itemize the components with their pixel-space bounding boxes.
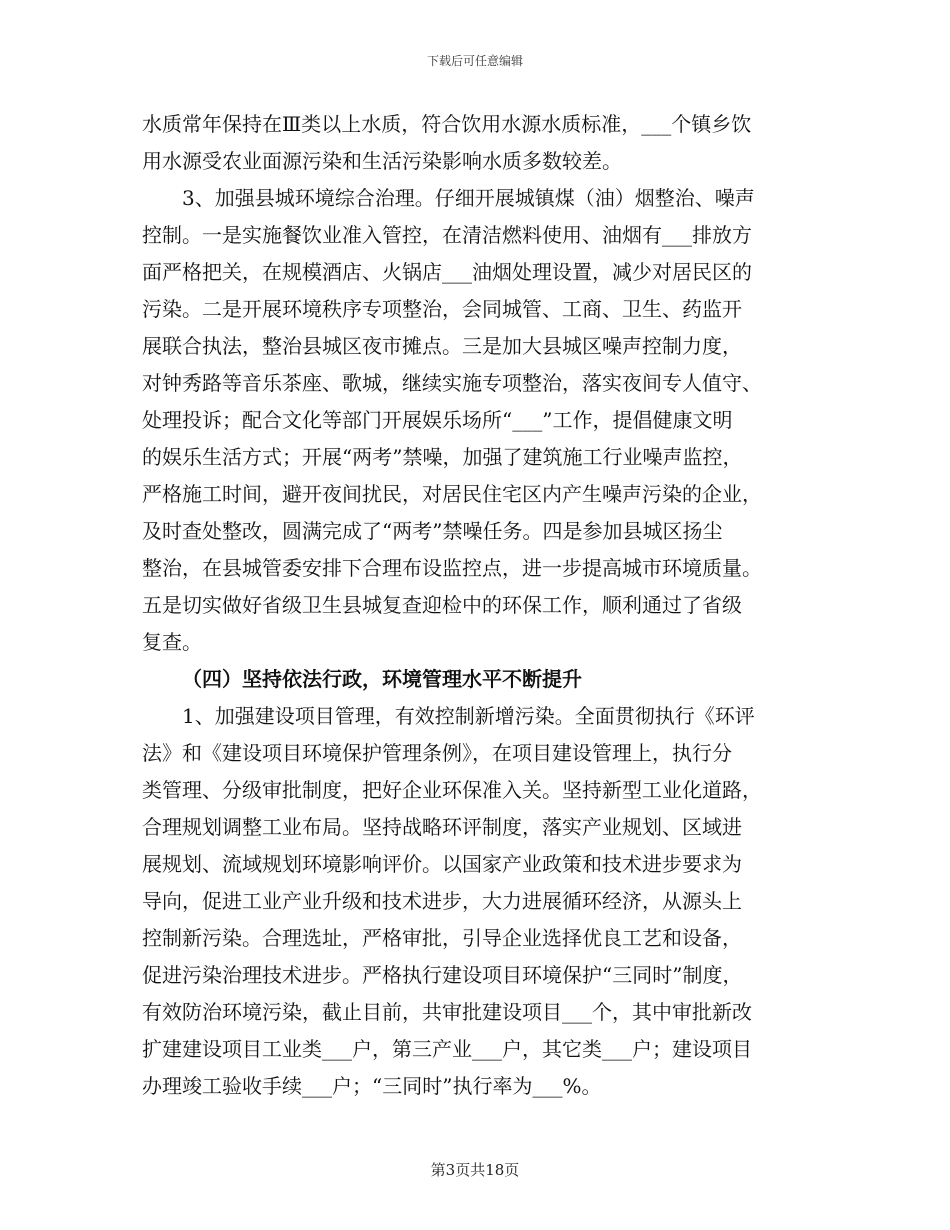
text-line: 3、加强县城环境综合治理。仔细开展城镇煤（油）烟整治、噪声 xyxy=(182,186,755,210)
text-line: 污染。二是开展环境秩序专项整治，会同城管、工商、卫生、药监开 xyxy=(142,297,742,321)
text-line: 及时查处整改，圆满完成了“两考”禁噪任务。四是参加县城区扬尘 xyxy=(142,519,723,543)
text-line: 五是切实做好省级卫生县城复查迎检中的环保工作，顺利通过了省级 xyxy=(142,593,742,617)
text-line: 的娱乐生活方式；开展“两考”禁噪，加强了建筑施工行业噪声监控， xyxy=(142,445,743,469)
text-line: 水质常年保持在Ⅲ类以上水质，符合饮用水源水质标准，___个镇乡饮 xyxy=(142,112,752,136)
text-line: 法》和《建设项目环境保护管理条例》，在项目建设管理上，执行分 xyxy=(142,741,732,765)
text-line: 处理投诉；配合文化等部门开展娱乐场所“___”工作，提倡健康文明 xyxy=(142,408,733,432)
text-line: 展规划、流域规划环境影响评价。以国家产业政策和技术进步要求为 xyxy=(142,852,742,876)
text-line: 1、加强建设项目管理，有效控制新增污染。全面贯彻执行《环评 xyxy=(182,704,755,728)
text-line: 合理规划调整工业布局。坚持战略环评制度，落实产业规划、区域进 xyxy=(142,815,742,839)
text-line: 促进污染治理技术进步。严格执行建设项目环境保护“三同时”制度， xyxy=(142,963,743,987)
text-line: 有效防治环境污染，截止目前，共审批建设项目___个，其中审批新改 xyxy=(142,1000,752,1024)
document-body xyxy=(142,106,810,1105)
page-header: 下载后可任意编辑 xyxy=(426,54,523,68)
text-line: 控制。一是实施餐饮业准入管控，在清洁燃料使用、油烟有___排放方 xyxy=(142,223,752,247)
text-line: 导向，促进工业产业升级和技术进步，大力进展循环经济，从源头上 xyxy=(142,889,742,913)
text-line: 扩建建设项目工业类___户，第三产业___户，其它类___户；建设项目 xyxy=(142,1037,752,1061)
text-line: 控制新污染。合理选址，严格审批，引导企业选择优良工艺和设备， xyxy=(142,926,742,950)
page-footer: 第3页共18页 xyxy=(430,1161,520,1179)
text-line: 对钟秀路等音乐茶座、歌城，继续实施专项整治，落实夜间专人值守、 xyxy=(142,371,762,395)
text-line: 展联合执法，整治县城区夜市摊点。三是加大县城区噪声控制力度， xyxy=(142,334,742,358)
text-line: 办理竣工验收手续___户；“三同时”执行率为___%。 xyxy=(142,1074,602,1098)
text-line: 面严格把关，在规模酒店、火锅店___油烟处理设置，减少对居民区的 xyxy=(142,260,752,284)
text-line: 整治，在县城管委安排下合理布设监控点，进一步提高城市环境质量。 xyxy=(142,556,762,580)
text-line: 严格施工时间，避开夜间扰民，对居民住宅区内产生噪声污染的企业， xyxy=(142,482,762,506)
text-line: 类管理、分级审批制度，把好企业环保准入关。坚持新型工业化道路， xyxy=(142,778,762,802)
text-line: 复查。 xyxy=(142,630,202,654)
section-heading: （四）坚持依法行政，环境管理水平不断提升 xyxy=(182,667,582,691)
text-line: 用水源受农业面源污染和生活污染影响水质多数较差。 xyxy=(142,149,622,173)
